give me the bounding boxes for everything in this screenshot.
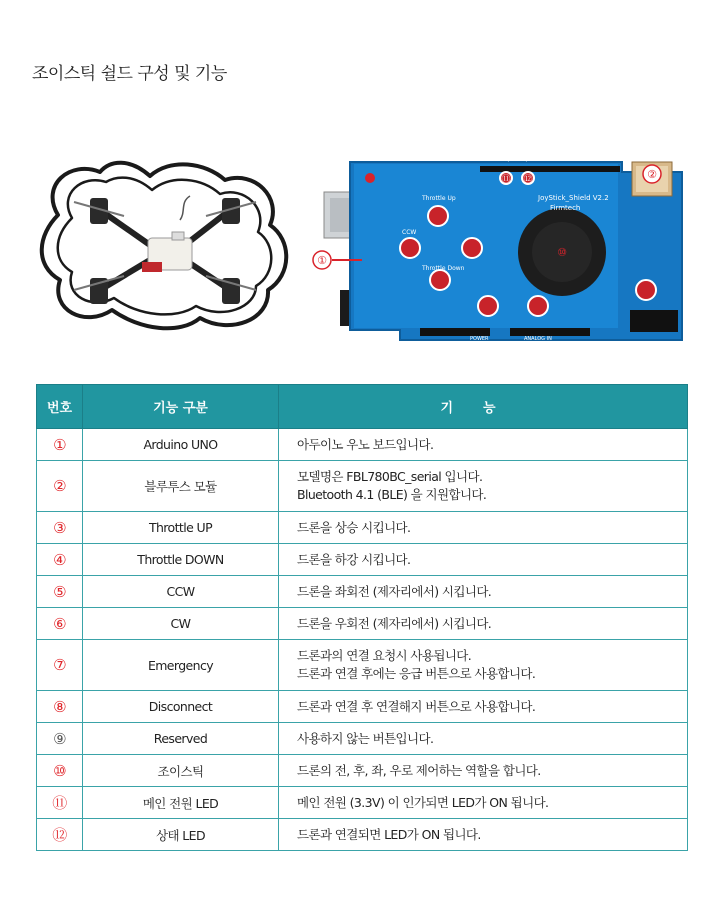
header-function: 기능: [279, 385, 688, 429]
svg-text:CCW: CCW: [402, 229, 417, 236]
svg-text:DIGITAL (PWM~): DIGITAL (PWM~): [486, 157, 528, 163]
row-function: 드론을 상승 시킵니다.: [279, 512, 688, 544]
row-category: Reserved: [83, 723, 279, 755]
table-row: [37, 755, 688, 787]
row-category: Arduino UNO: [83, 429, 279, 461]
drone-image: [30, 150, 298, 340]
table-row: [37, 576, 688, 608]
table-row: [37, 608, 688, 640]
row-category: Emergency: [83, 640, 279, 691]
row-function: 사용하지 않는 버튼입니다.: [279, 723, 688, 755]
row-category: 블루투스 모듈: [83, 461, 279, 512]
table-header-row: [37, 385, 688, 429]
row-function: 드론의 전, 후, 좌, 우로 제어하는 역할을 합니다.: [279, 755, 688, 787]
row-num: ③: [37, 512, 83, 544]
row-function: 아두이노 우노 보드입니다.: [279, 429, 688, 461]
svg-text:②: ②: [647, 168, 657, 181]
row-num: ⑩: [37, 755, 83, 787]
table-row: [37, 691, 688, 723]
table-row: [37, 461, 688, 512]
svg-text:JoyStick_Shield V2.2: JoyStick_Shield V2.2: [538, 194, 609, 202]
row-num: ⑥: [37, 608, 83, 640]
row-num: ④: [37, 544, 83, 576]
svg-text:POWER: POWER: [470, 336, 489, 342]
row-function: 드론을 하강 시킵니다.: [279, 544, 688, 576]
row-category: CCW: [83, 576, 279, 608]
row-num: ⑧: [37, 691, 83, 723]
spec-table: [36, 384, 688, 851]
row-category: 조이스틱: [83, 755, 279, 787]
row-category: Disconnect: [83, 691, 279, 723]
row-category: CW: [83, 608, 279, 640]
row-function: 모델명은 FBL780BC_serial 입니다. Bluetooth 4.1 (BLE) 을 지원합니다.: [279, 461, 688, 512]
row-category: 메인 전원 LED: [83, 787, 279, 819]
svg-text:ANALOG IN: ANALOG IN: [524, 336, 552, 342]
row-category: Throttle UP: [83, 512, 279, 544]
svg-text:Firmtech: Firmtech: [550, 204, 581, 212]
svg-text:①: ①: [317, 254, 327, 267]
row-category: Throttle DOWN: [83, 544, 279, 576]
header-category: 기능 구분: [83, 385, 279, 429]
row-num: ①: [37, 429, 83, 461]
table-row: [37, 544, 688, 576]
table-row: [37, 787, 688, 819]
row-num: ②: [37, 461, 83, 512]
svg-text:Throttle Up: Throttle Up: [422, 195, 456, 202]
table-row: [37, 512, 688, 544]
table-row: [37, 723, 688, 755]
header-num: 번호: [37, 385, 83, 429]
row-num: ⑪: [37, 787, 83, 819]
row-function: 드론과 연결 후 연결해지 버튼으로 사용합니다.: [279, 691, 688, 723]
row-function: 드론을 좌회전 (제자리에서) 시킵니다.: [279, 576, 688, 608]
svg-text:⑫: ⑫: [523, 175, 533, 185]
svg-text:⑪: ⑪: [501, 175, 511, 185]
row-function: 드론을 우회전 (제자리에서) 시킵니다.: [279, 608, 688, 640]
row-function: 메인 전원 (3.3V) 이 인가되면 LED가 ON 됩니다.: [279, 787, 688, 819]
row-function: 드론과의 연결 요청시 사용됩니다. 드론과 연결 후에는 응급 버튼으로 사용합니다.: [279, 640, 688, 691]
row-num: ⑤: [37, 576, 83, 608]
page-title: 조이스틱 쉴드 구성 및 기능: [32, 64, 227, 84]
table-row: [37, 640, 688, 691]
row-num: ⑦: [37, 640, 83, 691]
joystick-shield-image: [310, 150, 690, 350]
row-category: 상태 LED: [83, 819, 279, 851]
row-num: ⑫: [37, 819, 83, 851]
row-function: 드론과 연결되면 LED가 ON 됩니다.: [279, 819, 688, 851]
svg-text:Throttle Down: Throttle Down: [422, 265, 465, 272]
row-num: ⑨: [37, 723, 83, 755]
table-row: [37, 819, 688, 851]
table-row: [37, 429, 688, 461]
svg-text:⑩: ⑩: [557, 246, 567, 259]
